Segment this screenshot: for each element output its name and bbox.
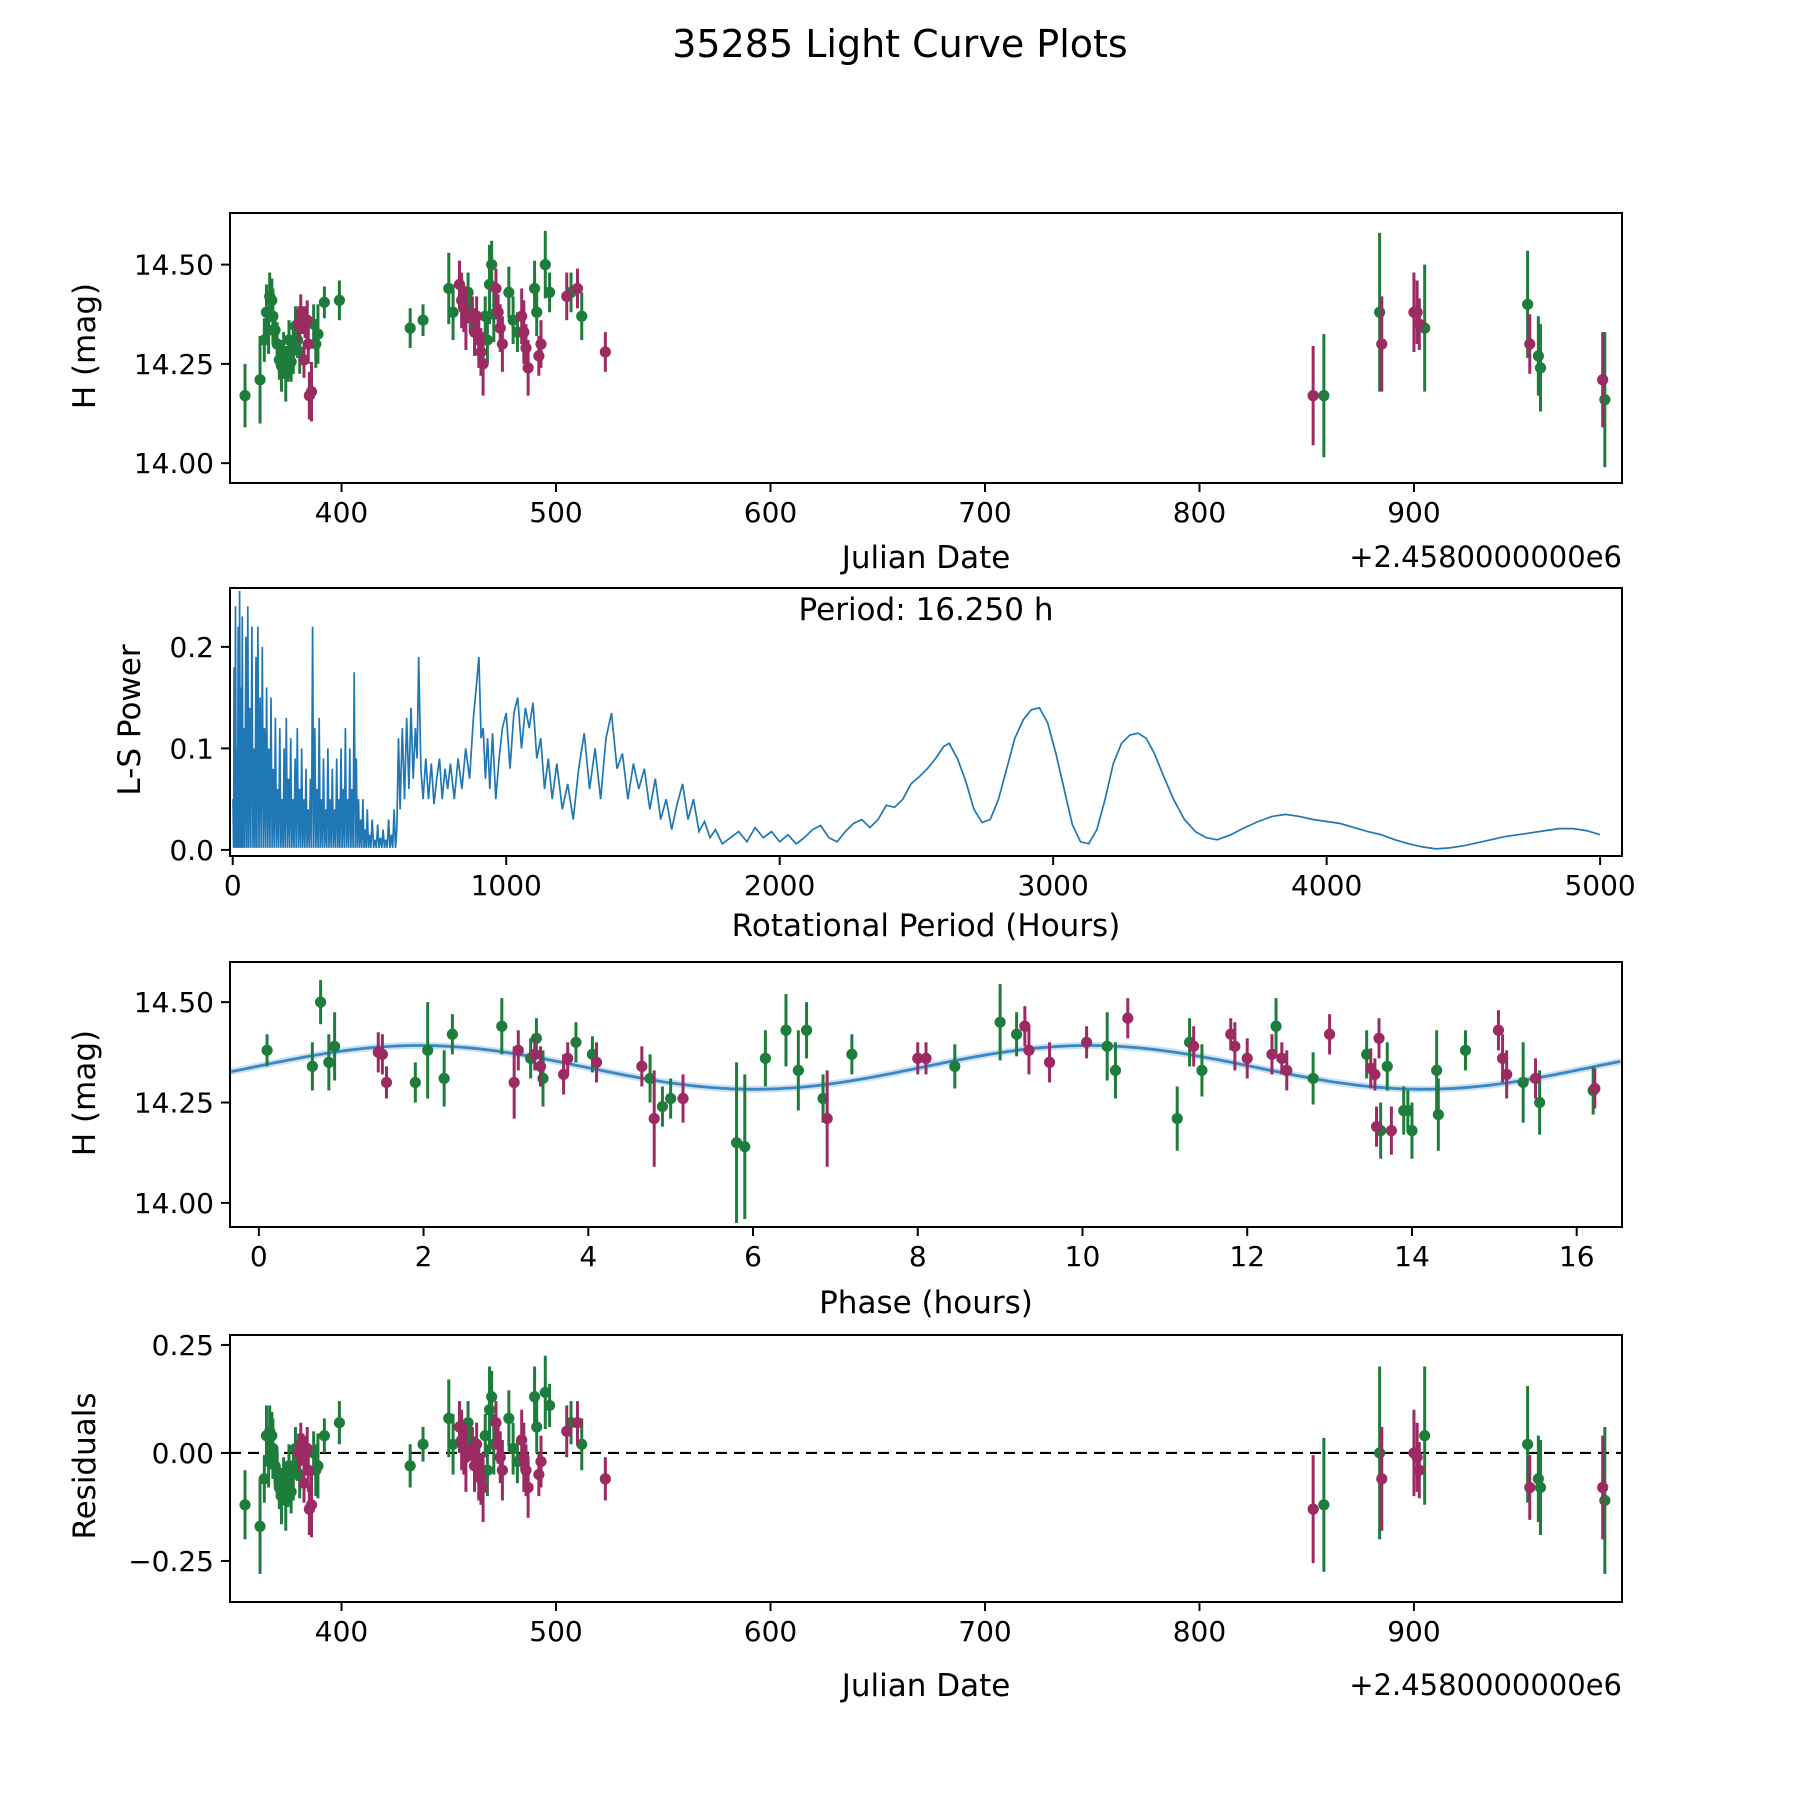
residuals-panel — [128, 1329, 1622, 1648]
p4-ylabel: Residuals — [67, 1392, 103, 1540]
phase_curve-y-axis — [134, 986, 230, 1220]
svg-text:14.50: 14.50 — [133, 248, 214, 282]
phase_curve-panel — [134, 962, 1622, 1273]
svg-text:1000: 1000 — [470, 868, 542, 902]
svg-text:5000: 5000 — [1564, 868, 1636, 902]
svg-text:0: 0 — [223, 868, 242, 902]
residuals-x-axis — [315, 1602, 1441, 1648]
svg-text:900: 900 — [1387, 1614, 1441, 1648]
residuals-y-axis — [128, 1329, 230, 1578]
svg-text:6: 6 — [744, 1239, 762, 1273]
periodogram-spines — [230, 588, 1622, 856]
svg-text:−0.25: −0.25 — [128, 1544, 214, 1578]
svg-text:500: 500 — [529, 1614, 583, 1648]
p2-ylabel: L-S Power — [112, 644, 148, 796]
svg-text:500: 500 — [529, 495, 583, 529]
svg-text:2: 2 — [414, 1239, 433, 1273]
p3-xlabel: Phase (hours) — [819, 1285, 1033, 1321]
jd_lightcurve-x-axis — [315, 483, 1441, 529]
svg-text:14.25: 14.25 — [133, 347, 214, 381]
svg-text:800: 800 — [1172, 1614, 1227, 1648]
svg-text:900: 900 — [1387, 495, 1441, 529]
p1-xlabel: Julian Date — [841, 540, 1011, 576]
svg-text:14.25: 14.25 — [133, 1086, 214, 1120]
svg-text:12: 12 — [1229, 1239, 1266, 1273]
phase_curve-data — [230, 980, 1620, 1223]
svg-text:700: 700 — [958, 495, 1012, 529]
svg-text:14.50: 14.50 — [133, 986, 214, 1020]
p3-ylabel: H (mag) — [67, 1029, 103, 1157]
p4-xlabel: Julian Date — [841, 1668, 1011, 1704]
phase_curve-spines — [230, 962, 1622, 1227]
svg-text:600: 600 — [743, 1614, 798, 1648]
svg-text:2000: 2000 — [744, 868, 816, 902]
periodogram-y-axis — [169, 631, 230, 867]
jd_lightcurve-green_series — [239, 231, 1610, 467]
periodogram-panel — [169, 588, 1635, 902]
p2-xlabel: Rotational Period (Hours) — [731, 908, 1121, 944]
phase_curve-green_series — [261, 980, 1598, 1223]
residuals-data — [230, 1356, 1622, 1574]
svg-text:0.2: 0.2 — [169, 630, 214, 664]
svg-text:4000: 4000 — [1291, 868, 1363, 902]
p1-ylabel: H (mag) — [67, 282, 103, 410]
svg-text:4: 4 — [579, 1239, 598, 1273]
svg-text:10: 10 — [1064, 1239, 1101, 1273]
svg-text:8: 8 — [908, 1239, 927, 1273]
svg-text:400: 400 — [314, 1614, 369, 1648]
svg-text:700: 700 — [958, 1614, 1012, 1648]
svg-text:0: 0 — [249, 1239, 268, 1273]
periodogram-x-axis — [224, 856, 1636, 902]
svg-text:14.00: 14.00 — [133, 1186, 214, 1220]
period-annotation: Period: 16.250 h — [798, 592, 1054, 628]
p1-axis-offset: +2.4580000000e6 — [1349, 540, 1622, 574]
periodogram-data — [233, 591, 1600, 849]
phase_curve-purple_series — [373, 998, 1601, 1167]
svg-text:800: 800 — [1172, 495, 1227, 529]
periodogram-curve — [233, 591, 1600, 849]
svg-text:0.0: 0.0 — [169, 833, 214, 867]
jd_lightcurve-y-axis — [134, 249, 230, 481]
phase_curve-x-axis — [250, 1227, 1595, 1273]
svg-text:400: 400 — [314, 495, 369, 529]
p4-axis-offset: +2.4580000000e6 — [1349, 1668, 1622, 1702]
svg-text:0.00: 0.00 — [151, 1436, 214, 1470]
jd_lightcurve-panel — [134, 213, 1622, 529]
svg-text:16: 16 — [1558, 1239, 1595, 1273]
svg-text:0.25: 0.25 — [151, 1328, 214, 1362]
jd_lightcurve-data — [239, 231, 1610, 467]
svg-text:3000: 3000 — [1017, 868, 1089, 902]
figure-title: 35285 Light Curve Plots — [672, 22, 1128, 66]
svg-text:14.00: 14.00 — [133, 447, 214, 481]
svg-text:0.1: 0.1 — [169, 732, 214, 766]
svg-text:14: 14 — [1394, 1239, 1430, 1273]
svg-text:600: 600 — [743, 495, 798, 529]
residuals-green_series — [239, 1356, 1610, 1574]
